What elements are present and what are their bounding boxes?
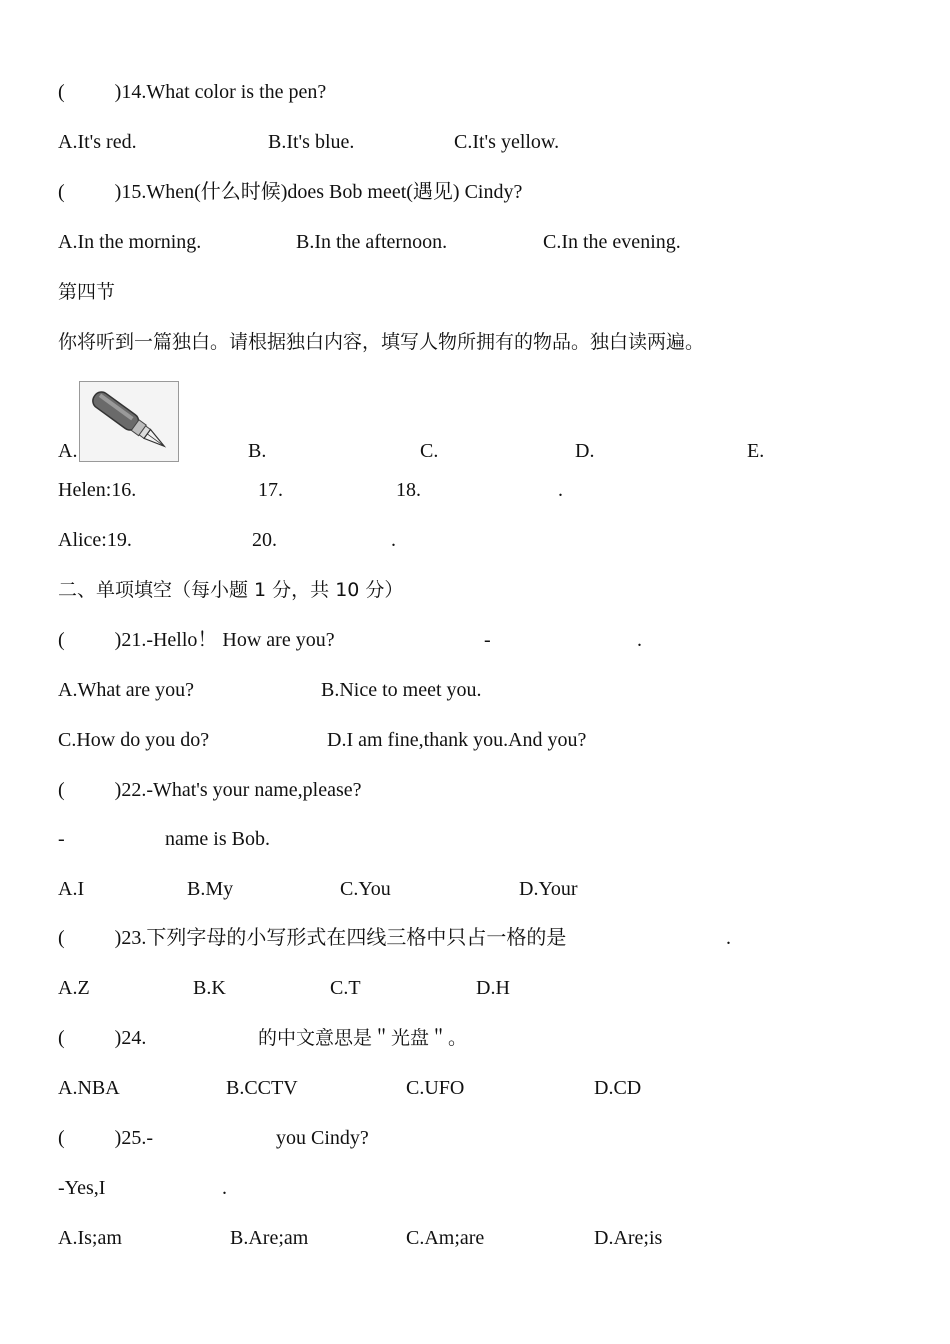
fountain-pen-icon (79, 381, 179, 462)
q21-stem: ( )21.-Hello！ How are you? (58, 629, 335, 651)
q21-end: . (637, 629, 642, 651)
q14-option-a: A.It's red. (58, 131, 137, 153)
q25-stem: ( )25.- (58, 1127, 153, 1149)
q22-reply: name is Bob. (165, 828, 270, 850)
q25-option-c: C.Am;are (406, 1227, 485, 1249)
picture-label-d: D. (575, 440, 595, 462)
q24-option-b: B.CCTV (226, 1077, 298, 1099)
q24-option-d: D.CD (594, 1077, 642, 1099)
q23-option-d: D.H (476, 977, 510, 999)
picture-label-c: C. (420, 440, 439, 462)
q22-dash: - (58, 828, 65, 850)
q14-stem: ( )14.What color is the pen? (58, 81, 327, 103)
alice-label: Alice:19. (58, 529, 132, 551)
q22-option-a: A.I (58, 878, 85, 900)
q15-stem: ( )15.When(什么时候)does Bob meet(遇见) Cindy? (58, 181, 523, 203)
q21-dash: - (484, 629, 491, 651)
q23-end: . (726, 927, 731, 949)
picture-label-e: E. (747, 440, 765, 462)
q15-option-c: C.In the evening. (543, 231, 681, 253)
section4-title: 第四节 (58, 281, 116, 303)
q25-rest: you Cindy? (276, 1127, 369, 1149)
q21-option-a: A.What are you? (58, 679, 195, 701)
helen-label: Helen:16. (58, 479, 137, 501)
q24-rest: 的中文意思是＂光盘＂。 (258, 1027, 468, 1049)
picture-label-b: B. (248, 440, 267, 462)
q23-option-a: A.Z (58, 977, 90, 999)
helen-end: . (558, 479, 563, 501)
q21-option-d: D.I am fine,thank you.And you? (327, 729, 587, 751)
q23-option-b: B.K (193, 977, 226, 999)
q25-reply: -Yes,I (58, 1177, 106, 1199)
blank-17: 17. (258, 479, 283, 501)
q25-option-b: B.Are;am (230, 1227, 309, 1249)
blank-20: 20. (252, 529, 277, 551)
q25-end: . (222, 1177, 227, 1199)
q24-option-a: A.NBA (58, 1077, 120, 1099)
alice-end: . (391, 529, 396, 551)
q21-option-b: B.Nice to meet you. (321, 679, 482, 701)
q22-option-d: D.Your (519, 878, 578, 900)
part2-title: 二、单项填空（每小题 1 分，共 10 分） (58, 579, 404, 601)
q14-option-c: C.It's yellow. (454, 131, 560, 153)
q21-option-c: C.How do you do? (58, 729, 210, 751)
blank-18: 18. (396, 479, 421, 501)
q22-option-c: C.You (340, 878, 391, 900)
q24-stem: ( )24. (58, 1027, 147, 1049)
q23-option-c: C.T (330, 977, 361, 999)
q15-option-b: B.In the afternoon. (296, 231, 448, 253)
q24-option-c: C.UFO (406, 1077, 465, 1099)
q22-option-b: B.My (187, 878, 234, 900)
picture-label-a: A. (58, 440, 78, 462)
section4-instruction: 你将听到一篇独白。请根据独白内容，填写人物所拥有的物品。独白读两遍。 (58, 331, 705, 353)
q25-option-d: D.Are;is (594, 1227, 663, 1249)
q25-option-a: A.Is;am (58, 1227, 122, 1249)
q15-option-a: A.In the morning. (58, 231, 202, 253)
q23-stem: ( )23.下列字母的小写形式在四线三格中只占一格的是 (58, 927, 567, 949)
q14-option-b: B.It's blue. (268, 131, 355, 153)
q22-stem: ( )22.-What's your name,please? (58, 779, 362, 801)
